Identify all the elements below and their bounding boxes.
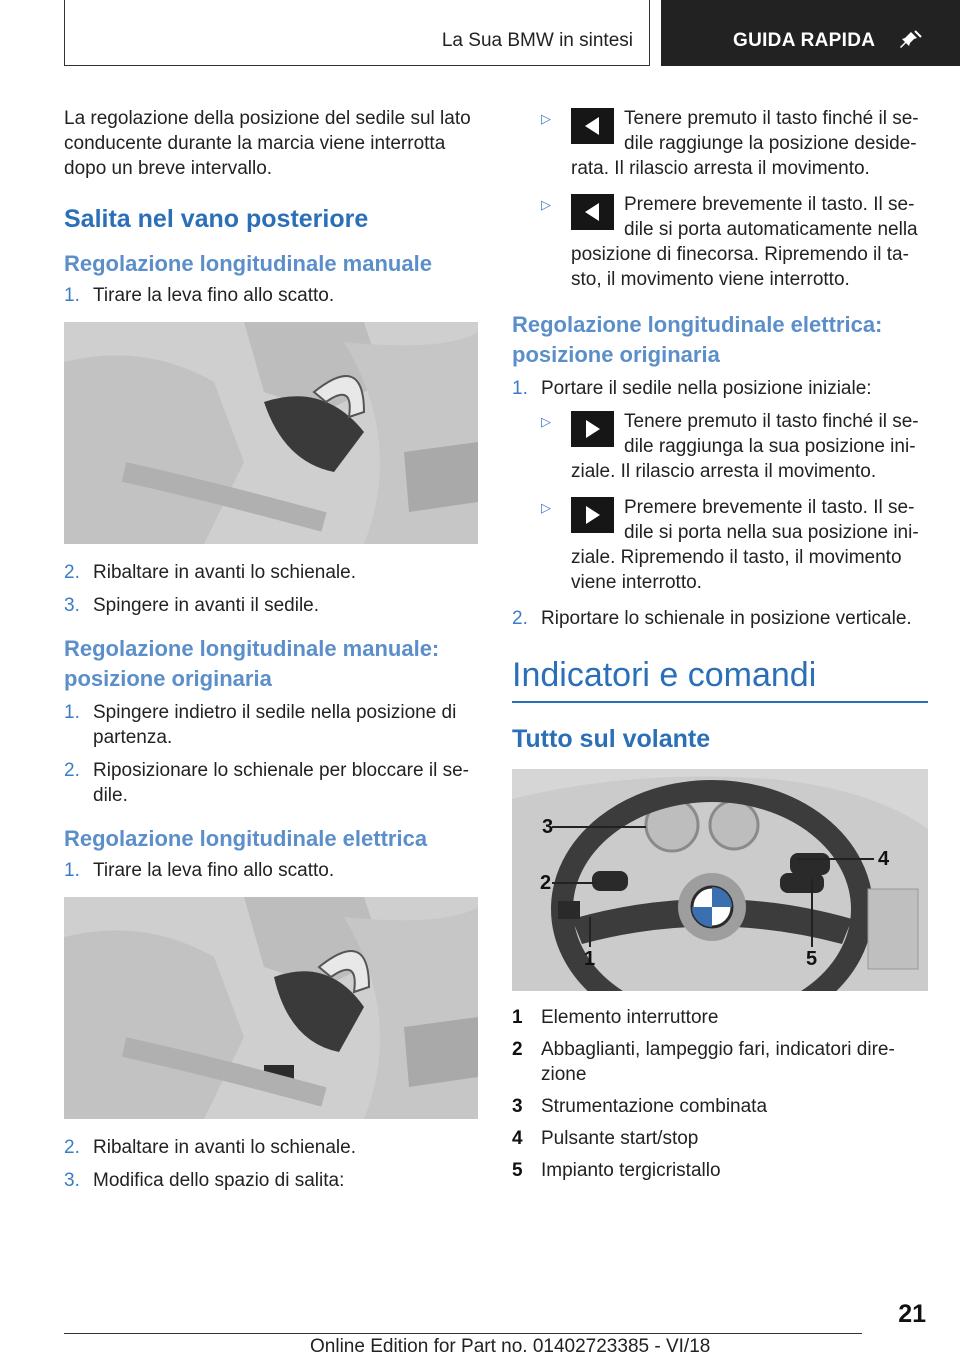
flash-pin-icon	[897, 27, 925, 55]
step-number: 1.	[64, 702, 80, 723]
callout-5: 5	[806, 948, 818, 970]
option-text: Tenere premuto il tasto finché il se‐dile raggiunga la sua posizione ini‐ziale. Il rilascio arresta il movimento.	[571, 411, 919, 482]
section-heading-steering-wheel: Tutto sul volante	[512, 725, 711, 753]
step-text: Modifica dello spazio di salita:	[93, 1170, 345, 1191]
step-text: Tirare la leva fino allo scatto.	[93, 285, 335, 306]
electric-steps-continued	[64, 1135, 474, 1193]
step-text: Ribaltare in avanti lo schienale.	[93, 1137, 356, 1158]
option-text: Premere brevemente il tasto. Il se‐dile si porta nella sua posizione ini‐ziale. Ripremendo il tasto, il movimento viene interrotto.	[571, 497, 919, 593]
chapter-tab[interactable]	[661, 0, 960, 66]
callout-1: 1	[584, 948, 596, 970]
legend-item	[512, 1126, 928, 1151]
legend-item	[512, 1158, 928, 1183]
legend-text: Strumentazione combinata	[541, 1096, 768, 1117]
section-title: La Sua BMW in sintesi	[441, 30, 633, 51]
electric-original-steps	[512, 376, 928, 401]
list-item	[64, 758, 474, 808]
legend-text: Impianto tergicristallo	[541, 1160, 721, 1181]
subheading-electric-original: Regolazione longitudinale elettrica: posizione originaria	[512, 312, 883, 367]
list-item	[541, 106, 928, 181]
callout-2: 2	[540, 872, 552, 894]
steering-wheel-image	[512, 769, 928, 991]
manual-original-steps	[64, 700, 474, 808]
step-number: 1.	[64, 285, 80, 306]
bullet-triangle-icon: ▷	[541, 500, 551, 515]
list-item	[64, 700, 474, 750]
list-item	[64, 593, 474, 618]
step-number: 1.	[64, 860, 80, 881]
step-text: Portare il sedile nella posizione iniziale:	[541, 378, 872, 399]
step-text: Tirare la leva fino allo scatto.	[93, 860, 335, 881]
legend-number: 5	[512, 1160, 523, 1181]
list-item	[541, 192, 928, 292]
electric-original-steps-continued	[512, 606, 928, 631]
seat-lever-illustration	[64, 322, 478, 544]
step-number: 2.	[512, 608, 528, 629]
subheading-electric: Regolazione longitudinale elettrica	[64, 826, 428, 851]
step-text: Riportare lo schienale in posizione verticale.	[541, 608, 912, 629]
legend-item	[512, 1005, 928, 1030]
list-item	[64, 1168, 474, 1193]
chapter-heading-block	[512, 653, 928, 703]
list-item	[512, 606, 928, 631]
left-column	[64, 100, 474, 1201]
option-text: Tenere premuto il tasto finché il se‐dile raggiunge la posizione deside‐rata. Il rilascio arresta il movimento.	[571, 108, 919, 179]
legend-number: 4	[512, 1128, 523, 1149]
step-number: 2.	[64, 760, 80, 781]
step-text: Ribaltare in avanti lo schienale.	[93, 562, 356, 583]
page-number: 21	[898, 1300, 926, 1328]
seat-electric-image	[64, 897, 478, 1119]
step-text: Spingere in avanti il sedile.	[93, 595, 320, 616]
footer-edition: Online Edition for Part no. 01402723385 - VI/18	[310, 1336, 711, 1357]
manual-steps	[64, 283, 474, 308]
callout-3: 3	[542, 816, 554, 838]
list-item	[64, 1135, 474, 1160]
legend-text: Elemento interruttore	[541, 1007, 719, 1028]
arrow-back-button-icon	[571, 194, 614, 230]
arrow-forward-button-icon	[571, 497, 614, 533]
list-item	[541, 409, 928, 484]
legend-item	[512, 1037, 928, 1087]
list-item	[541, 495, 928, 595]
legend-item	[512, 1094, 928, 1119]
arrow-back-button-icon	[571, 108, 614, 144]
list-item	[64, 560, 474, 585]
legend-number: 1	[512, 1007, 523, 1028]
header-box	[64, 0, 650, 66]
intro-text: La regolazione della posizione del sedile sul lato conducente durante la marcia viene interrotta dopo un breve intervallo.	[64, 108, 471, 179]
step-number: 2.	[64, 1137, 80, 1158]
bullet-triangle-icon: ▷	[541, 197, 551, 212]
arrow-forward-button-icon	[571, 411, 614, 447]
legend-text: Abbaglianti, lampeggio fari, indicatori dire‐zione	[541, 1039, 895, 1085]
steering-wheel-illustration	[512, 769, 928, 991]
legend-number: 3	[512, 1096, 523, 1117]
chapter-tab-label: GUIDA RAPIDA	[733, 30, 876, 51]
electric-steps	[64, 858, 474, 883]
step-text: Riposizionare lo schienale per bloccare il se‐dile.	[93, 760, 469, 806]
step-number: 3.	[64, 595, 80, 616]
footer-divider	[64, 1333, 862, 1334]
callout-4: 4	[878, 848, 890, 870]
step-number: 1.	[512, 378, 528, 399]
list-item	[64, 283, 474, 308]
step-text: Spingere indietro il sedile nella posizione di partenza.	[93, 702, 457, 748]
bullet-triangle-icon: ▷	[541, 111, 551, 126]
list-item	[64, 858, 474, 883]
list-item	[512, 376, 928, 401]
chapter-heading: Indicatori e comandi	[512, 656, 817, 694]
section-heading-rear-entry: Salita nel vano posteriore	[64, 205, 369, 233]
step-number: 3.	[64, 1170, 80, 1191]
subheading-manual: Regolazione longitudinale manuale	[64, 251, 432, 276]
seat-back-options	[541, 106, 928, 292]
legend-number: 2	[512, 1039, 523, 1060]
seat-lever-image	[64, 322, 478, 544]
option-text: Premere brevemente il tasto. Il se‐dile si porta automaticamente nella posizione di finecorsa. Ripremendo il ta‐sto, il movimento viene interrotto.	[571, 194, 918, 290]
steering-wheel-legend	[512, 1005, 928, 1183]
right-column	[512, 100, 928, 1190]
seat-forward-options	[541, 409, 928, 595]
manual-steps-continued	[64, 560, 474, 618]
step-number: 2.	[64, 562, 80, 583]
bullet-triangle-icon: ▷	[541, 414, 551, 429]
seat-electric-illustration	[64, 897, 478, 1119]
subheading-manual-original: Regolazione longitudinale manuale: posizione originaria	[64, 636, 440, 691]
legend-text: Pulsante start/stop	[541, 1128, 699, 1149]
